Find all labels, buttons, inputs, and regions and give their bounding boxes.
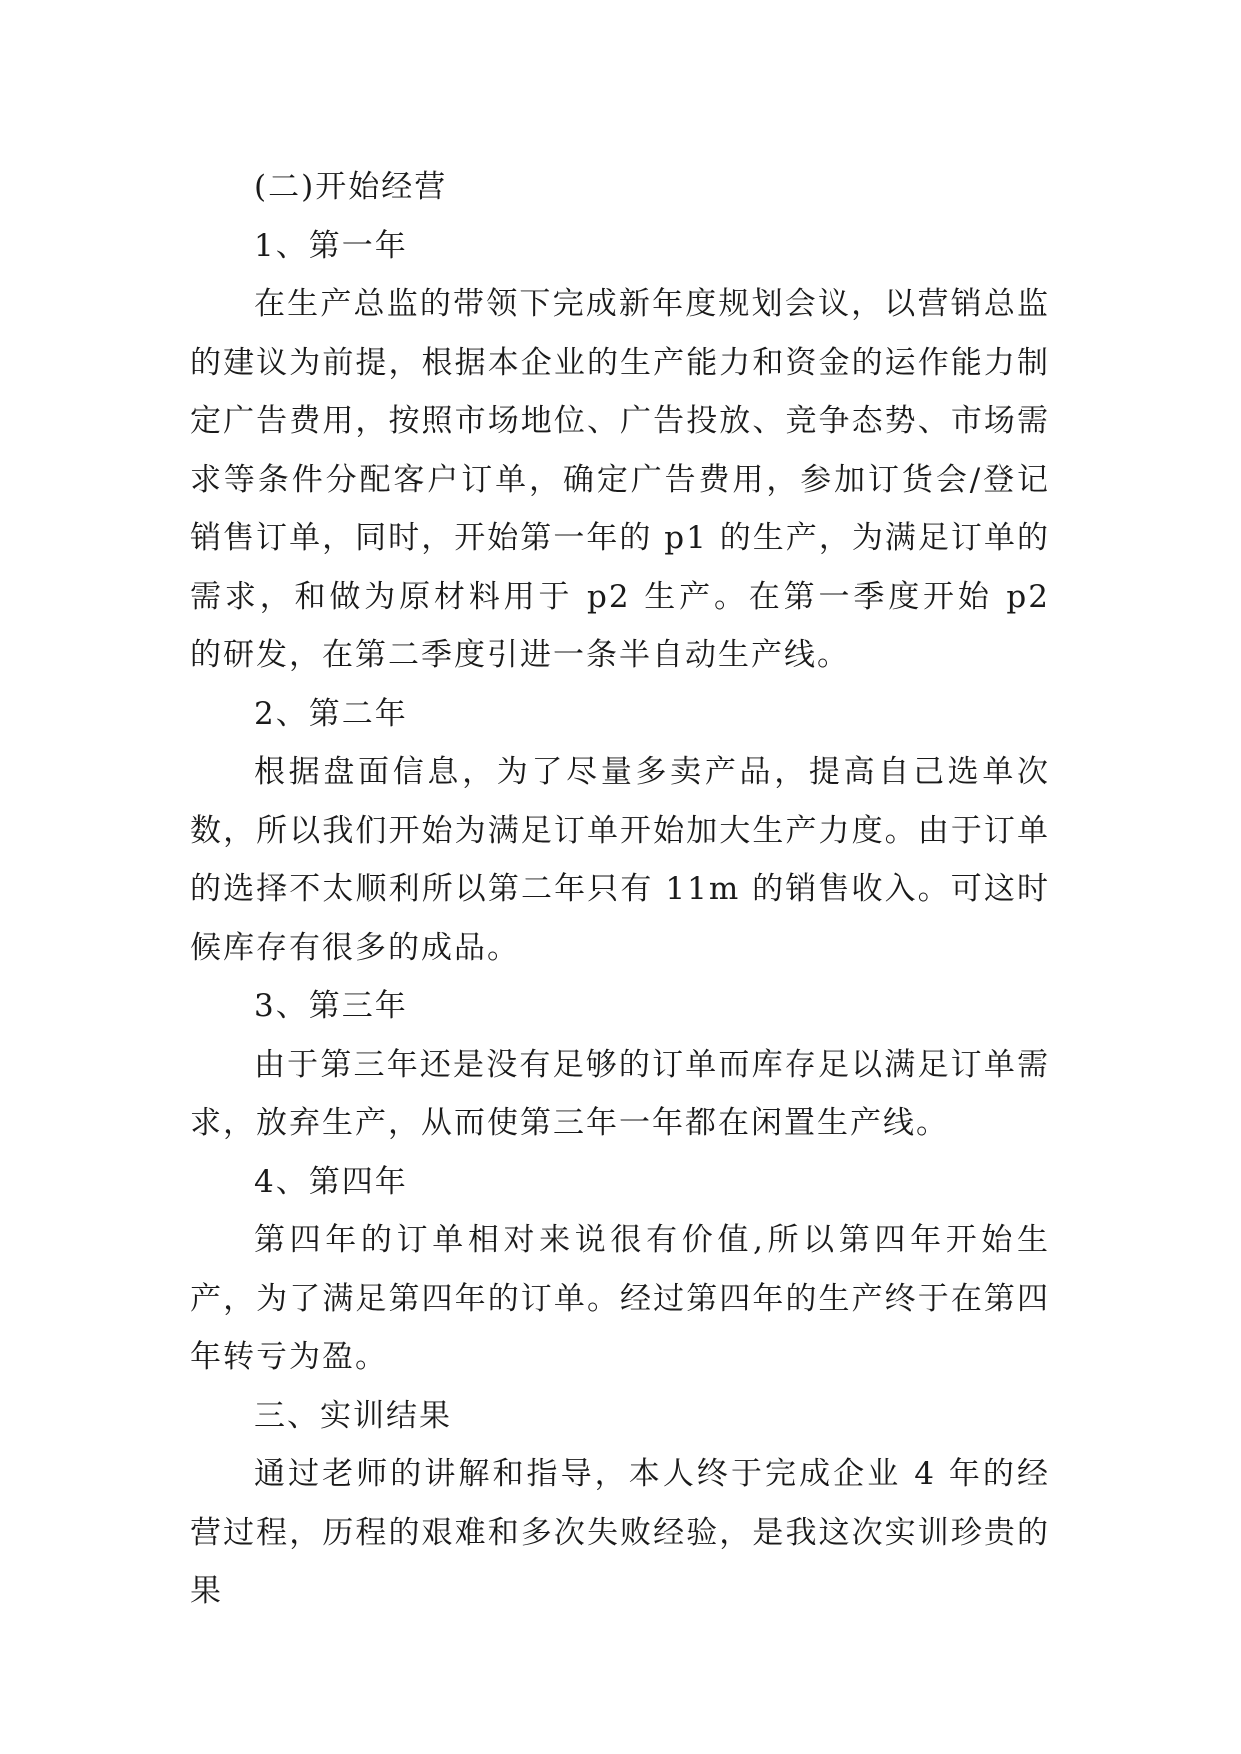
year-1-heading: 1、第一年 bbox=[254, 227, 408, 264]
year-3-heading: 3、第三年 bbox=[254, 988, 408, 1024]
section-heading-training-results: 三、实训结果 bbox=[254, 1397, 452, 1434]
section-heading-start-operation: (二)开始经营 bbox=[254, 169, 448, 205]
year-3-paragraph: 由于第三年还是没有足够的订单而库存足以满足订单需求，放弃生产，从而使第三年一年都在闲置生产线。 bbox=[190, 1046, 1050, 1141]
year-2-heading: 2、第二年 bbox=[254, 695, 408, 732]
year-4-heading: 4、第四年 bbox=[254, 1163, 408, 1200]
document-body bbox=[190, 158, 1050, 1621]
year-4-paragraph: 第四年的订单相对来说很有价值,所以第四年开始生产，为了满足第四年的订单。经过第四年的生产终于在第四年转亏为盈。 bbox=[190, 1222, 1050, 1375]
training-results-paragraph: 通过老师的讲解和指导，本人终于完成企业 4 年的经营过程，历程的艰难和多次失败经验，是我这次实训珍贵的果 bbox=[190, 1456, 1050, 1609]
year-1-paragraph: 在生产总监的带领下完成新年度规划会议，以营销总监的建议为前提，根据本企业的生产能力和资金的运作能力制定广告费用，按照市场地位、广告投放、竞争态势、市场需求等条件分配客户订单，确定广告费用，参加订货会/登记销售订单，同时，开始第一年的 p1 的生产，为满足订单的需求，和做为原材料用于 p2 生产。在第一季度开始 p2 的研发，在第二季度引进一条半自动生产线。 bbox=[190, 286, 1050, 673]
year-2-paragraph: 根据盘面信息，为了尽量多卖产品，提高自己选单次数，所以我们开始为满足订单开始加大生产力度。由于订单的选择不太顺利所以第二年只有 11m 的销售收入。可这时候库存有很多的成品。 bbox=[190, 754, 1050, 966]
